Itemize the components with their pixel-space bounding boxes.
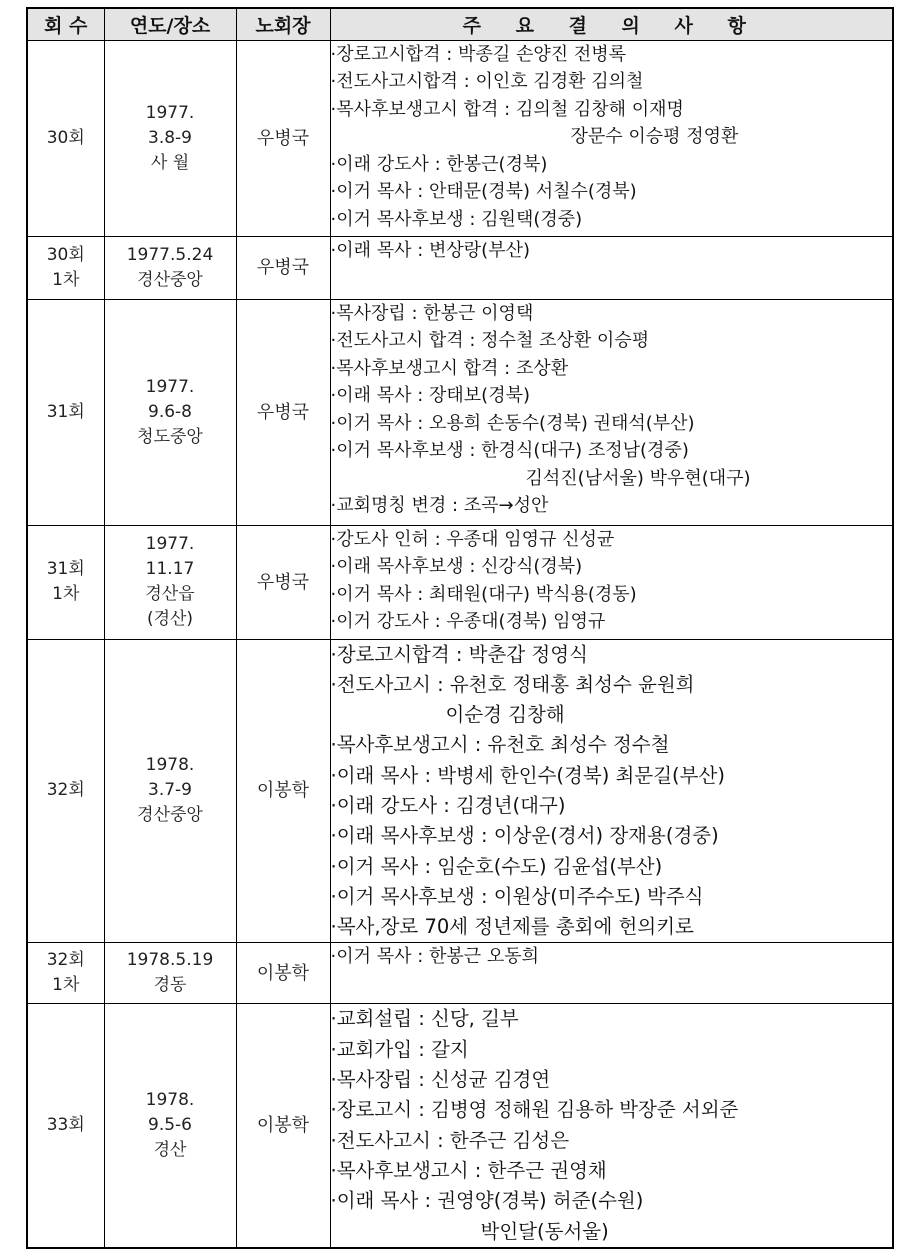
date-place-text: 경산중앙 — [137, 805, 203, 826]
resolution-line: ·목사,장로 70세 정년제를 총회에 헌의키로 — [330, 915, 694, 939]
resolution-line: ·강도사 인허 : 우종대 임영규 신성균 — [330, 528, 615, 550]
session-text: 30회 — [46, 127, 85, 148]
date-place-text: 3.7-9 — [148, 780, 192, 801]
resolutions-cell — [330, 639, 893, 943]
session-text: 1차 — [52, 269, 80, 290]
date-place-cell — [104, 236, 236, 299]
resolution-line: ·목사후보생고시 합격 : 조상환 — [330, 357, 569, 379]
minutes-table — [26, 7, 894, 1249]
resolution-line: ·이래 목사 : 박병세 한인수(경북) 최문길(부산) — [330, 763, 725, 787]
moderator-cell: 이봉학 — [236, 639, 330, 943]
resolution-line: 박인달(동서울) — [480, 1219, 609, 1243]
resolution-line: ·목사장립 : 신성균 김경연 — [330, 1068, 551, 1092]
date-place-text: 청도중앙 — [137, 426, 203, 447]
session-text: 32회 — [46, 780, 85, 801]
table-row — [27, 1004, 893, 1248]
resolutions-cell — [330, 40, 893, 236]
date-place-text: (경산) — [146, 609, 194, 629]
moderator-cell: 우병국 — [236, 40, 330, 236]
resolution-line: ·교회명칭 변경 : 조곡→성안 — [330, 495, 549, 516]
table-row — [27, 525, 893, 639]
resolution-line: ·장로고시 : 김병영 정해원 김용하 박장준 서외준 — [330, 1098, 739, 1122]
header-resolutions: 주 요 결 의 사 항 — [330, 8, 893, 40]
date-place-text: 경산읍 — [145, 584, 195, 604]
table-row — [27, 299, 893, 525]
resolution-line: 장문수 이승평 정영환 — [570, 126, 739, 147]
table-row — [27, 639, 893, 943]
date-place-cell — [104, 525, 236, 639]
moderator-cell: 이봉학 — [236, 943, 330, 1004]
resolution-line: ·이래 목사 : 변상랑(부산) — [330, 239, 530, 261]
date-place-cell — [104, 1004, 236, 1248]
moderator-cell: 우병국 — [236, 525, 330, 639]
session-cell — [27, 943, 104, 1004]
session-cell — [27, 639, 104, 943]
session-cell — [27, 236, 104, 299]
resolutions-cell — [330, 525, 893, 639]
resolutions-cell — [330, 299, 893, 525]
resolution-line: ·이거 목사 : 오용희 손동수(경북) 권태석(부산) — [330, 412, 695, 434]
table-row — [27, 943, 893, 1004]
session-text: 1차 — [52, 975, 80, 996]
session-text: 1차 — [52, 584, 80, 604]
date-place-text: 11.17 — [145, 559, 195, 579]
resolution-line: ·교회가입 : 갈지 — [330, 1037, 469, 1061]
resolution-line: 김석진(남서울) 박우현(대구) — [525, 467, 751, 489]
date-place-text: 9.6-8 — [148, 401, 192, 422]
date-place-text: 1977. — [145, 534, 195, 554]
resolution-line: ·이거 목사후보생 : 김원택(경중) — [330, 208, 583, 230]
table-row — [27, 40, 893, 236]
resolution-line: ·이래 강도사 : 한봉근(경북) — [330, 153, 548, 175]
resolution-line: ·이래 강도사 : 김경년(대구) — [330, 793, 566, 817]
resolution-line: ·목사후보생고시 : 유천호 최성수 정수철 — [330, 733, 670, 757]
resolution-line: 이순경 김창해 — [445, 703, 565, 727]
date-place-cell — [104, 943, 236, 1004]
resolution-line: ·이래 목사 : 권영양(경북) 허준(수원) — [330, 1189, 644, 1213]
session-text: 31회 — [46, 559, 85, 579]
resolution-line: ·전도사고시 합격 : 정수철 조상환 이승평 — [330, 330, 650, 351]
header-moderator: 노회장 — [236, 8, 330, 40]
date-place-text: 1977.5.24 — [126, 244, 214, 265]
resolution-line: ·이거 목사 : 최태원(대구) 박식용(경동) — [330, 583, 637, 605]
resolution-line: ·이거 목사후보생 : 한경식(대구) 조정남(경중) — [330, 440, 689, 461]
session-cell — [27, 299, 104, 525]
resolution-line: ·목사장립 : 한봉근 이영택 — [330, 302, 534, 324]
resolution-line: ·장로고시합격 : 박춘갑 정영식 — [330, 642, 588, 666]
session-cell — [27, 1004, 104, 1248]
resolution-line: ·전도사고시 : 한주근 김성은 — [330, 1128, 570, 1152]
date-place-text: 경산중앙 — [137, 269, 203, 290]
resolutions-cell — [330, 236, 893, 299]
resolution-line: ·교회설립 : 신당, 길부 — [330, 1007, 519, 1031]
date-place-text: 1977. — [145, 102, 195, 123]
resolution-line: ·이거 강도사 : 우종대(경북) 임영규 — [330, 611, 606, 632]
session-cell — [27, 525, 104, 639]
resolution-line: ·목사후보생고시 합격 : 김의철 김창해 이재명 — [330, 98, 684, 120]
date-place-text: 9.5-6 — [148, 1115, 192, 1136]
date-place-text: 1977. — [145, 376, 195, 397]
session-text: 33회 — [46, 1115, 85, 1136]
resolutions-cell — [330, 1004, 893, 1248]
session-text: 32회 — [46, 950, 85, 971]
resolution-line: ·이거 목사 : 임순호(수도) 김윤섭(부산) — [330, 854, 663, 878]
resolution-line: ·이래 목사 : 장태보(경북) — [330, 385, 530, 406]
resolution-line: ·이래 목사후보생 : 신강식(경북) — [330, 556, 583, 577]
date-place-text: 사 월 — [150, 152, 190, 173]
resolution-line: ·목사후보생고시 : 한주근 권영채 — [330, 1158, 607, 1182]
date-place-text: 3.8-9 — [148, 127, 192, 148]
resolution-line: ·이래 목사후보생 : 이상운(경서) 장재용(경중) — [330, 824, 719, 848]
moderator-cell: 우병국 — [236, 299, 330, 525]
date-place-text: 1978.5.19 — [126, 950, 214, 971]
date-place-text: 경산 — [153, 1140, 187, 1161]
resolution-line: ·전도사고시합격 : 이인호 김경환 김의철 — [330, 71, 644, 92]
moderator-cell: 이봉학 — [236, 1004, 330, 1248]
date-place-text: 1978. — [145, 1090, 195, 1111]
session-cell — [27, 40, 104, 236]
session-text: 31회 — [46, 401, 85, 422]
date-place-cell — [104, 40, 236, 236]
resolutions-cell — [330, 943, 893, 1004]
header-date-place: 연도/장소 — [104, 8, 236, 40]
resolution-line: ·이거 목사 : 한봉근 오동희 — [330, 946, 540, 968]
table-body — [27, 40, 893, 1248]
date-place-cell — [104, 639, 236, 943]
resolution-line: ·전도사고시 : 유천호 정태홍 최성수 윤원희 — [330, 672, 695, 696]
resolution-line: ·이거 목사 : 안태문(경북) 서칠수(경북) — [330, 181, 637, 202]
table-row — [27, 236, 893, 299]
date-place-text: 경동 — [153, 975, 187, 996]
date-place-text: 1978. — [145, 755, 195, 776]
header-row — [27, 8, 893, 40]
date-place-cell — [104, 299, 236, 525]
session-text: 30회 — [46, 244, 85, 265]
moderator-cell: 우병국 — [236, 236, 330, 299]
header-session: 회 수 — [27, 8, 104, 40]
resolution-line: ·장로고시합격 : 박종길 손양진 전병록 — [330, 43, 626, 65]
resolution-line: ·이거 목사후보생 : 이원상(미주수도) 박주식 — [330, 884, 704, 908]
